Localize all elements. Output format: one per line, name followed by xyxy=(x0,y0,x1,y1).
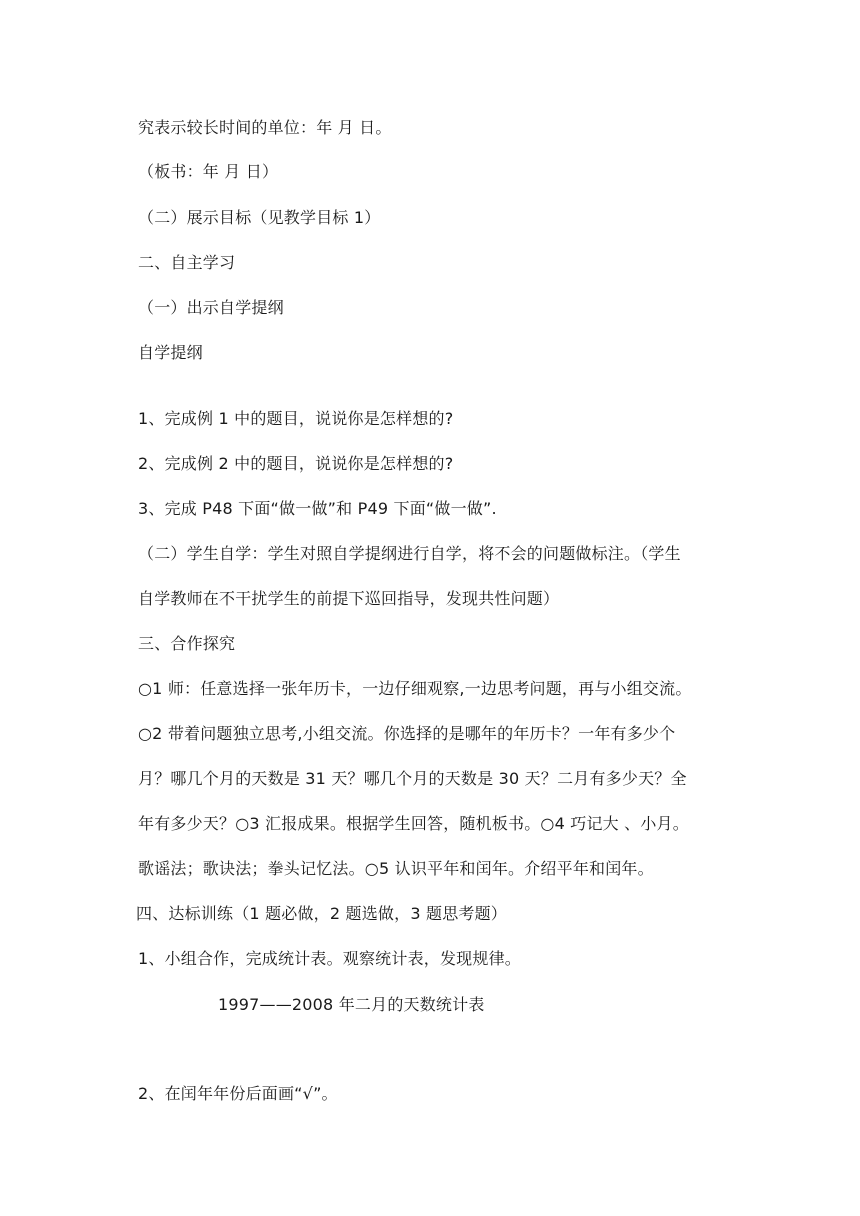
text-line-3: （二）展示目标（见教学目标 1） xyxy=(138,208,381,227)
text-line-10: （二）学生自学：学生对照自学提纲进行自学，将不会的问题做标注。（学生 xyxy=(138,544,681,563)
text-line-5: （一）出示自学提纲 xyxy=(138,298,284,317)
text-line-2: （板书：年 月 日） xyxy=(138,162,279,181)
outline-title: 自学提纲 xyxy=(138,343,203,362)
outline-item-3: 3、完成 P48 下面“做一做”和 P49 下面“做一做”. xyxy=(138,499,497,518)
text-line-15: 月？哪几个月的天数是 31 天？哪几个月的天数是 30 天？二月有多少天？全 xyxy=(138,769,687,788)
text-line-1: 究表示较长时间的单位：年 月 日。 xyxy=(138,118,392,137)
text-line-17: 歌谣法；歌诀法；拳头记忆法。○5 认识平年和闰年。介绍平年和闰年。 xyxy=(138,859,654,878)
outline-item-2: 2、完成例 2 中的题目，说说你是怎样想的? xyxy=(138,454,454,473)
section-heading-self-study: 二、自主学习 xyxy=(138,253,236,272)
text-line-14: ○2 带着问题独立思考,小组交流。你选择的是哪年的年历卡？一年有多少个 xyxy=(138,724,676,743)
text-line-11: 自学教师在不干扰学生的前提下巡回指导，发现共性问题） xyxy=(138,589,560,608)
practice-item-2: 2、在闰年年份后面画“√”。 xyxy=(138,1084,338,1103)
outline-item-1: 1、完成例 1 中的题目，说说你是怎样想的? xyxy=(138,409,454,428)
section-heading-practice: 四、达标训练（1 题必做，2 题选做，3 题思考题） xyxy=(136,904,507,923)
text-line-16: 年有多少天？○3 汇报成果。根据学生回答，随机板书。○4 巧记大 、小月。 xyxy=(138,814,689,833)
table-caption: 1997——2008 年二月的天数统计表 xyxy=(218,995,485,1014)
text-line-13: ○1 师：任意选择一张年历卡，一边仔细观察,一边思考问题，再与小组交流。 xyxy=(138,679,692,698)
practice-item-1: 1、小组合作，完成统计表。观察统计表，发现规律。 xyxy=(138,949,521,968)
section-heading-cooperation: 三、合作探究 xyxy=(138,634,236,653)
